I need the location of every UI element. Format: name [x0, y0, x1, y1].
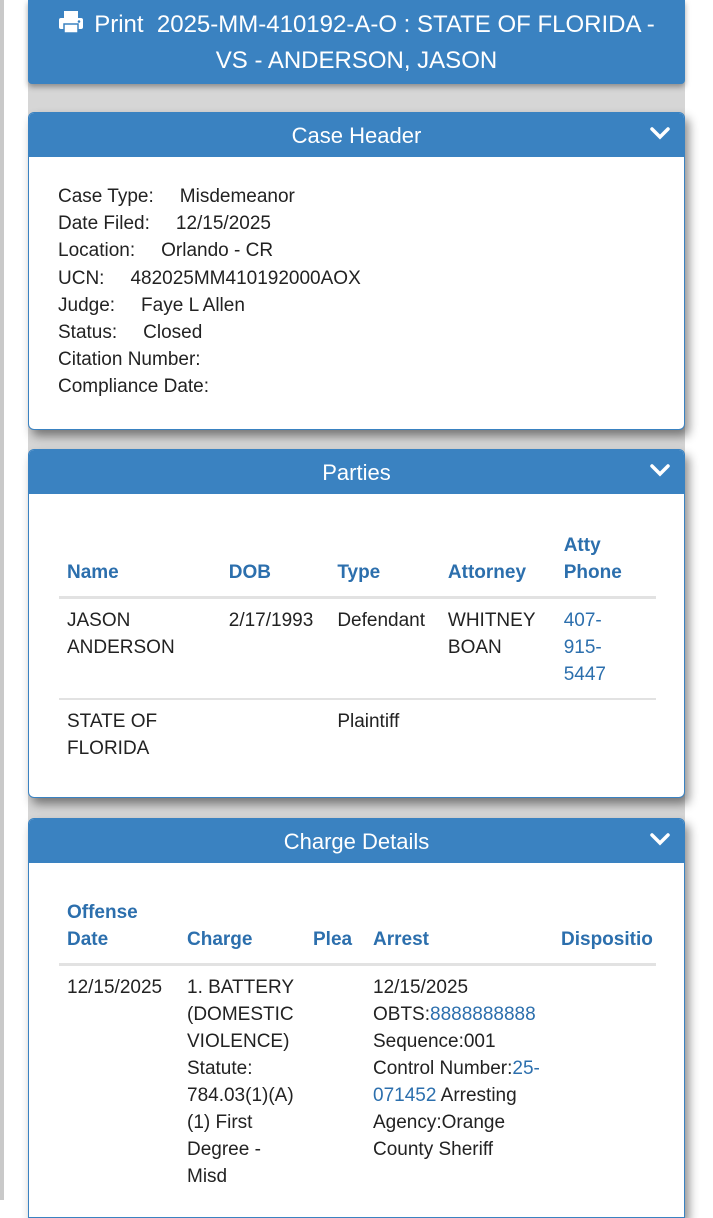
charge-plea	[305, 965, 365, 1201]
ucn-label: UCN:	[58, 267, 105, 289]
date-filed-row	[58, 210, 684, 237]
chevron-down-icon[interactable]	[650, 127, 670, 141]
charge-table-clip	[59, 899, 656, 1218]
charge-offense-date: 12/15/2025	[67, 977, 163, 998]
ucn-value: 482025MM410192000AOX	[130, 267, 361, 289]
arrest-date: 12/15/2025	[373, 977, 469, 998]
charge-details-toggle[interactable]	[29, 819, 684, 863]
charge-details-heading: Charge Details	[283, 829, 430, 854]
party-attorney: WHITNEY BOAN	[440, 598, 556, 700]
location-row	[58, 237, 684, 264]
date-filed-value: 12/15/2025	[175, 213, 271, 235]
party-name: JASON ANDERSON	[59, 598, 221, 700]
charge-col-arrest: Arrest	[365, 899, 553, 965]
date-filed-label: Date Filed:	[58, 213, 150, 235]
charge-disposition	[553, 965, 656, 1201]
charge-details-panel	[28, 818, 685, 1218]
party-attorney	[440, 699, 556, 772]
judge-row	[58, 292, 684, 319]
parties-col-atty-phone: Atty Phone	[556, 532, 656, 598]
control-number-link[interactable]: 25-071452	[373, 1058, 540, 1106]
printer-icon[interactable]	[58, 10, 84, 34]
citation-number-row	[58, 346, 684, 373]
case-header-fields	[29, 157, 684, 401]
case-title-text: 2025-MM-410192-A-O : STATE OF FLORIDA -	[156, 11, 655, 38]
party-type: Plaintiff	[337, 711, 400, 732]
charge-col-disposition: Dispositio	[553, 899, 656, 965]
party-dob	[221, 699, 330, 772]
party-atty-phone	[556, 699, 656, 772]
parties-heading: Parties	[322, 460, 391, 485]
case-title-line-2: VS - ANDERSON, JASON	[215, 47, 498, 74]
charge-col-plea: Plea	[305, 899, 365, 965]
status-label: Status:	[58, 322, 118, 344]
case-type-row	[58, 183, 684, 210]
table-row	[59, 699, 656, 772]
case-header-toggle[interactable]	[29, 113, 684, 157]
party-name: STATE OF FLORIDA	[67, 711, 158, 759]
parties-panel	[28, 449, 685, 798]
case-type-value: Misdemeanor	[179, 186, 295, 207]
charge-col-offense-date: Offense Date	[59, 899, 179, 965]
parties-col-name: Name	[59, 532, 221, 598]
location-value: Orlando - CR	[161, 240, 274, 262]
judge-value: Faye L Allen	[141, 294, 245, 316]
charge-header-row	[59, 899, 656, 965]
charge-arrest-cell	[365, 965, 553, 1201]
table-row	[59, 598, 656, 700]
location-label: Location:	[58, 240, 136, 262]
case-title-line-1	[28, 10, 685, 39]
compliance-date-label: Compliance Date:	[58, 376, 210, 398]
chevron-down-icon[interactable]	[650, 833, 670, 847]
chevron-down-icon[interactable]	[650, 464, 670, 478]
case-header-panel	[28, 112, 685, 430]
ucn-row	[58, 265, 684, 292]
party-atty-phone-cell	[556, 598, 656, 700]
status-row	[58, 319, 684, 346]
parties-header-row	[59, 532, 656, 598]
parties-col-dob: DOB	[221, 532, 330, 598]
table-row	[59, 965, 656, 1201]
charge-details-table	[59, 899, 656, 1200]
sequence-text: Sequence:001	[373, 1031, 496, 1052]
compliance-date-row	[58, 373, 684, 400]
parties-table	[59, 532, 656, 772]
citation-number-label: Citation Number:	[58, 349, 201, 371]
obts-label: OBTS:	[373, 1004, 431, 1025]
parties-col-type: Type	[329, 532, 440, 598]
party-dob: 2/17/1993	[221, 598, 330, 700]
party-type: Defendant	[329, 598, 440, 700]
case-type-label: Case Type:	[58, 186, 154, 207]
judge-label: Judge:	[58, 294, 116, 316]
page-left-border	[0, 0, 4, 1200]
case-header-heading: Case Header	[291, 123, 422, 148]
print-link[interactable]: Print	[94, 11, 144, 38]
case-title-bar	[28, 0, 685, 84]
attorney-phone-link[interactable]: 407-915-5447	[563, 610, 606, 685]
charge-description: 1. BATTERY (DOMESTIC VIOLENCE) Statute: 784.03(1)(A)(1) First Degree - Misd	[187, 977, 294, 1187]
status-value: Closed	[143, 322, 203, 344]
parties-toggle[interactable]	[29, 450, 684, 494]
charge-col-charge: Charge	[179, 899, 305, 965]
obts-link[interactable]: 8888888888	[430, 1004, 536, 1025]
arresting-agency-text: Arresting Agency:Orange County Sheriff	[373, 1085, 517, 1160]
parties-col-attorney: Attorney	[440, 532, 556, 598]
control-number-label: Control Number:	[373, 1058, 513, 1079]
